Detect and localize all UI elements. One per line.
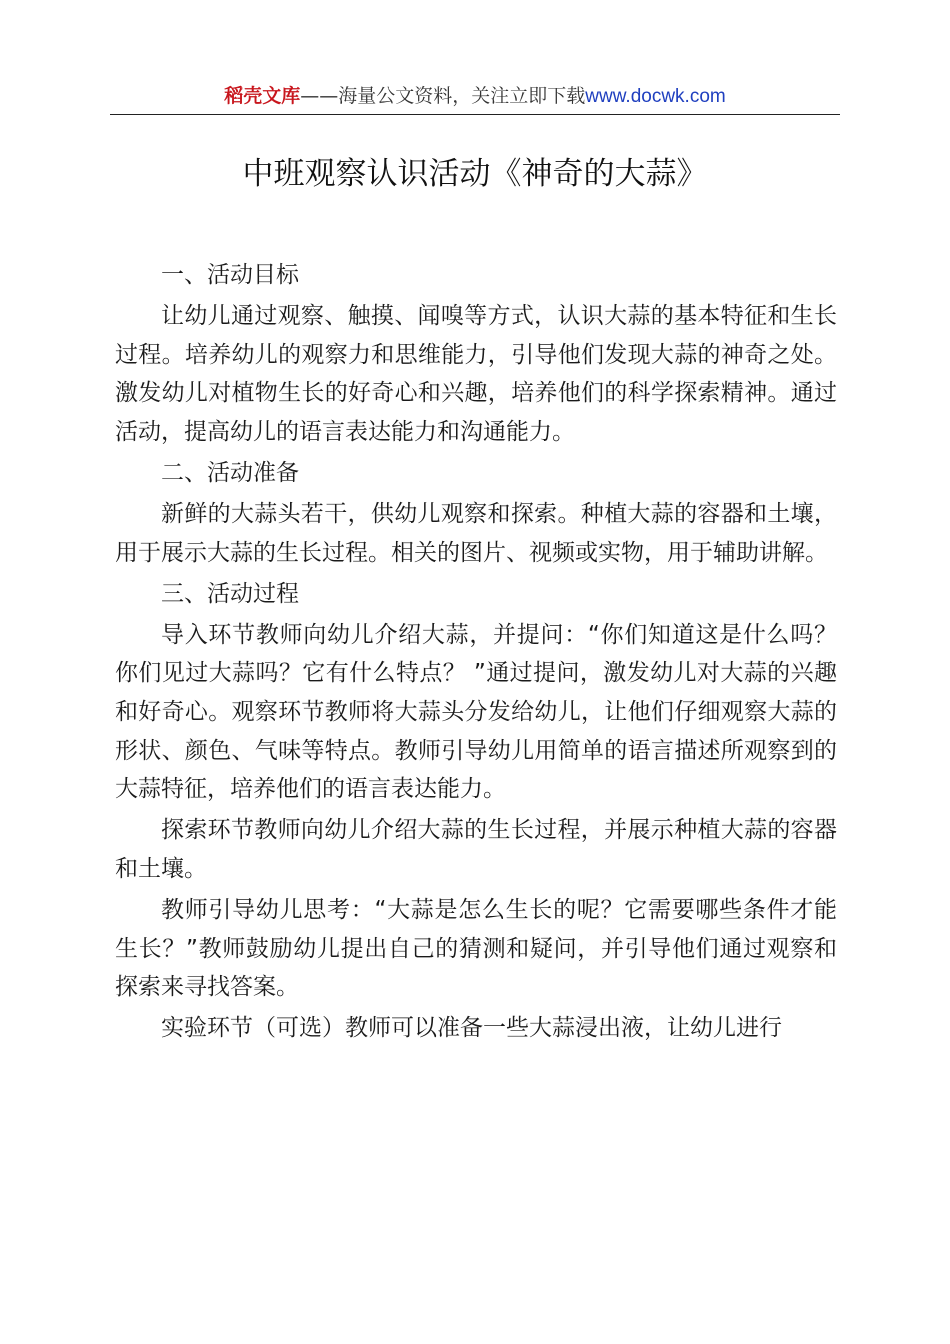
brand-name[interactable]: 稻壳文库 [224,85,301,107]
paragraph-process-explore: 探索环节教师向幼儿介绍大蒜的生长过程，并展示种植大蒜的容器和土壤。 [115,817,837,882]
section-heading-goals: 一、活动目标 [161,262,299,288]
section-heading-process: 三、活动过程 [161,580,299,607]
header-banner [0,82,950,111]
site-url-link[interactable]: www.docwk.com [585,86,726,107]
paragraph-goals: 让幼儿通过观察、触摸、闻嗅等方式，认识大蒜的基本特征和生长过程。培养幼儿的观察力和思维能力，引导他们发现大蒜的神奇之处。激发幼儿对植物生长的好奇心和兴趣，培养他们的科学探索精神。通过活动，提高幼儿的语言表达能力和沟通能力。 [115,303,837,445]
paragraph-process-experiment: 实验环节（可选）教师可以准备一些大蒜浸出液，让幼儿进行 [161,1015,782,1042]
document-body [115,256,837,1050]
paragraph-process-intro: 导入环节教师向幼儿介绍大蒜，并提问：“你们知道这是什么吗？你们见过大蒜吗？它有什么特点？ ”通过提问，激发幼儿对大蒜的兴趣和好奇心。观察环节教师将大蒜头分发给幼儿，让他们仔细观察大蒜的形状、颜色、气味等特点。教师引导幼儿用简单的语言描述所观察到的大蒜特征，培养他们的语言表达能力。 [115,621,837,803]
header-divider [110,114,840,115]
header-tagline: ——海量公文资料，关注立即下载 [300,85,586,107]
document-title: 中班观察认识活动《神奇的大蒜》 [242,156,708,192]
paragraph-preparation: 新鲜的大蒜头若干，供幼儿观察和探索。种植大蒜的容器和土壤，用于展示大蒜的生长过程。相关的图片、视频或实物，用于辅助讲解。 [115,501,837,566]
section-heading-preparation: 二、活动准备 [161,459,299,486]
paragraph-process-guide: 教师引导幼儿思考：“大蒜是怎么生长的呢？它需要哪些条件才能生长？”教师鼓励幼儿提出自己的猜测和疑问，并引导他们通过观察和探索来寻找答案。 [115,897,837,1001]
